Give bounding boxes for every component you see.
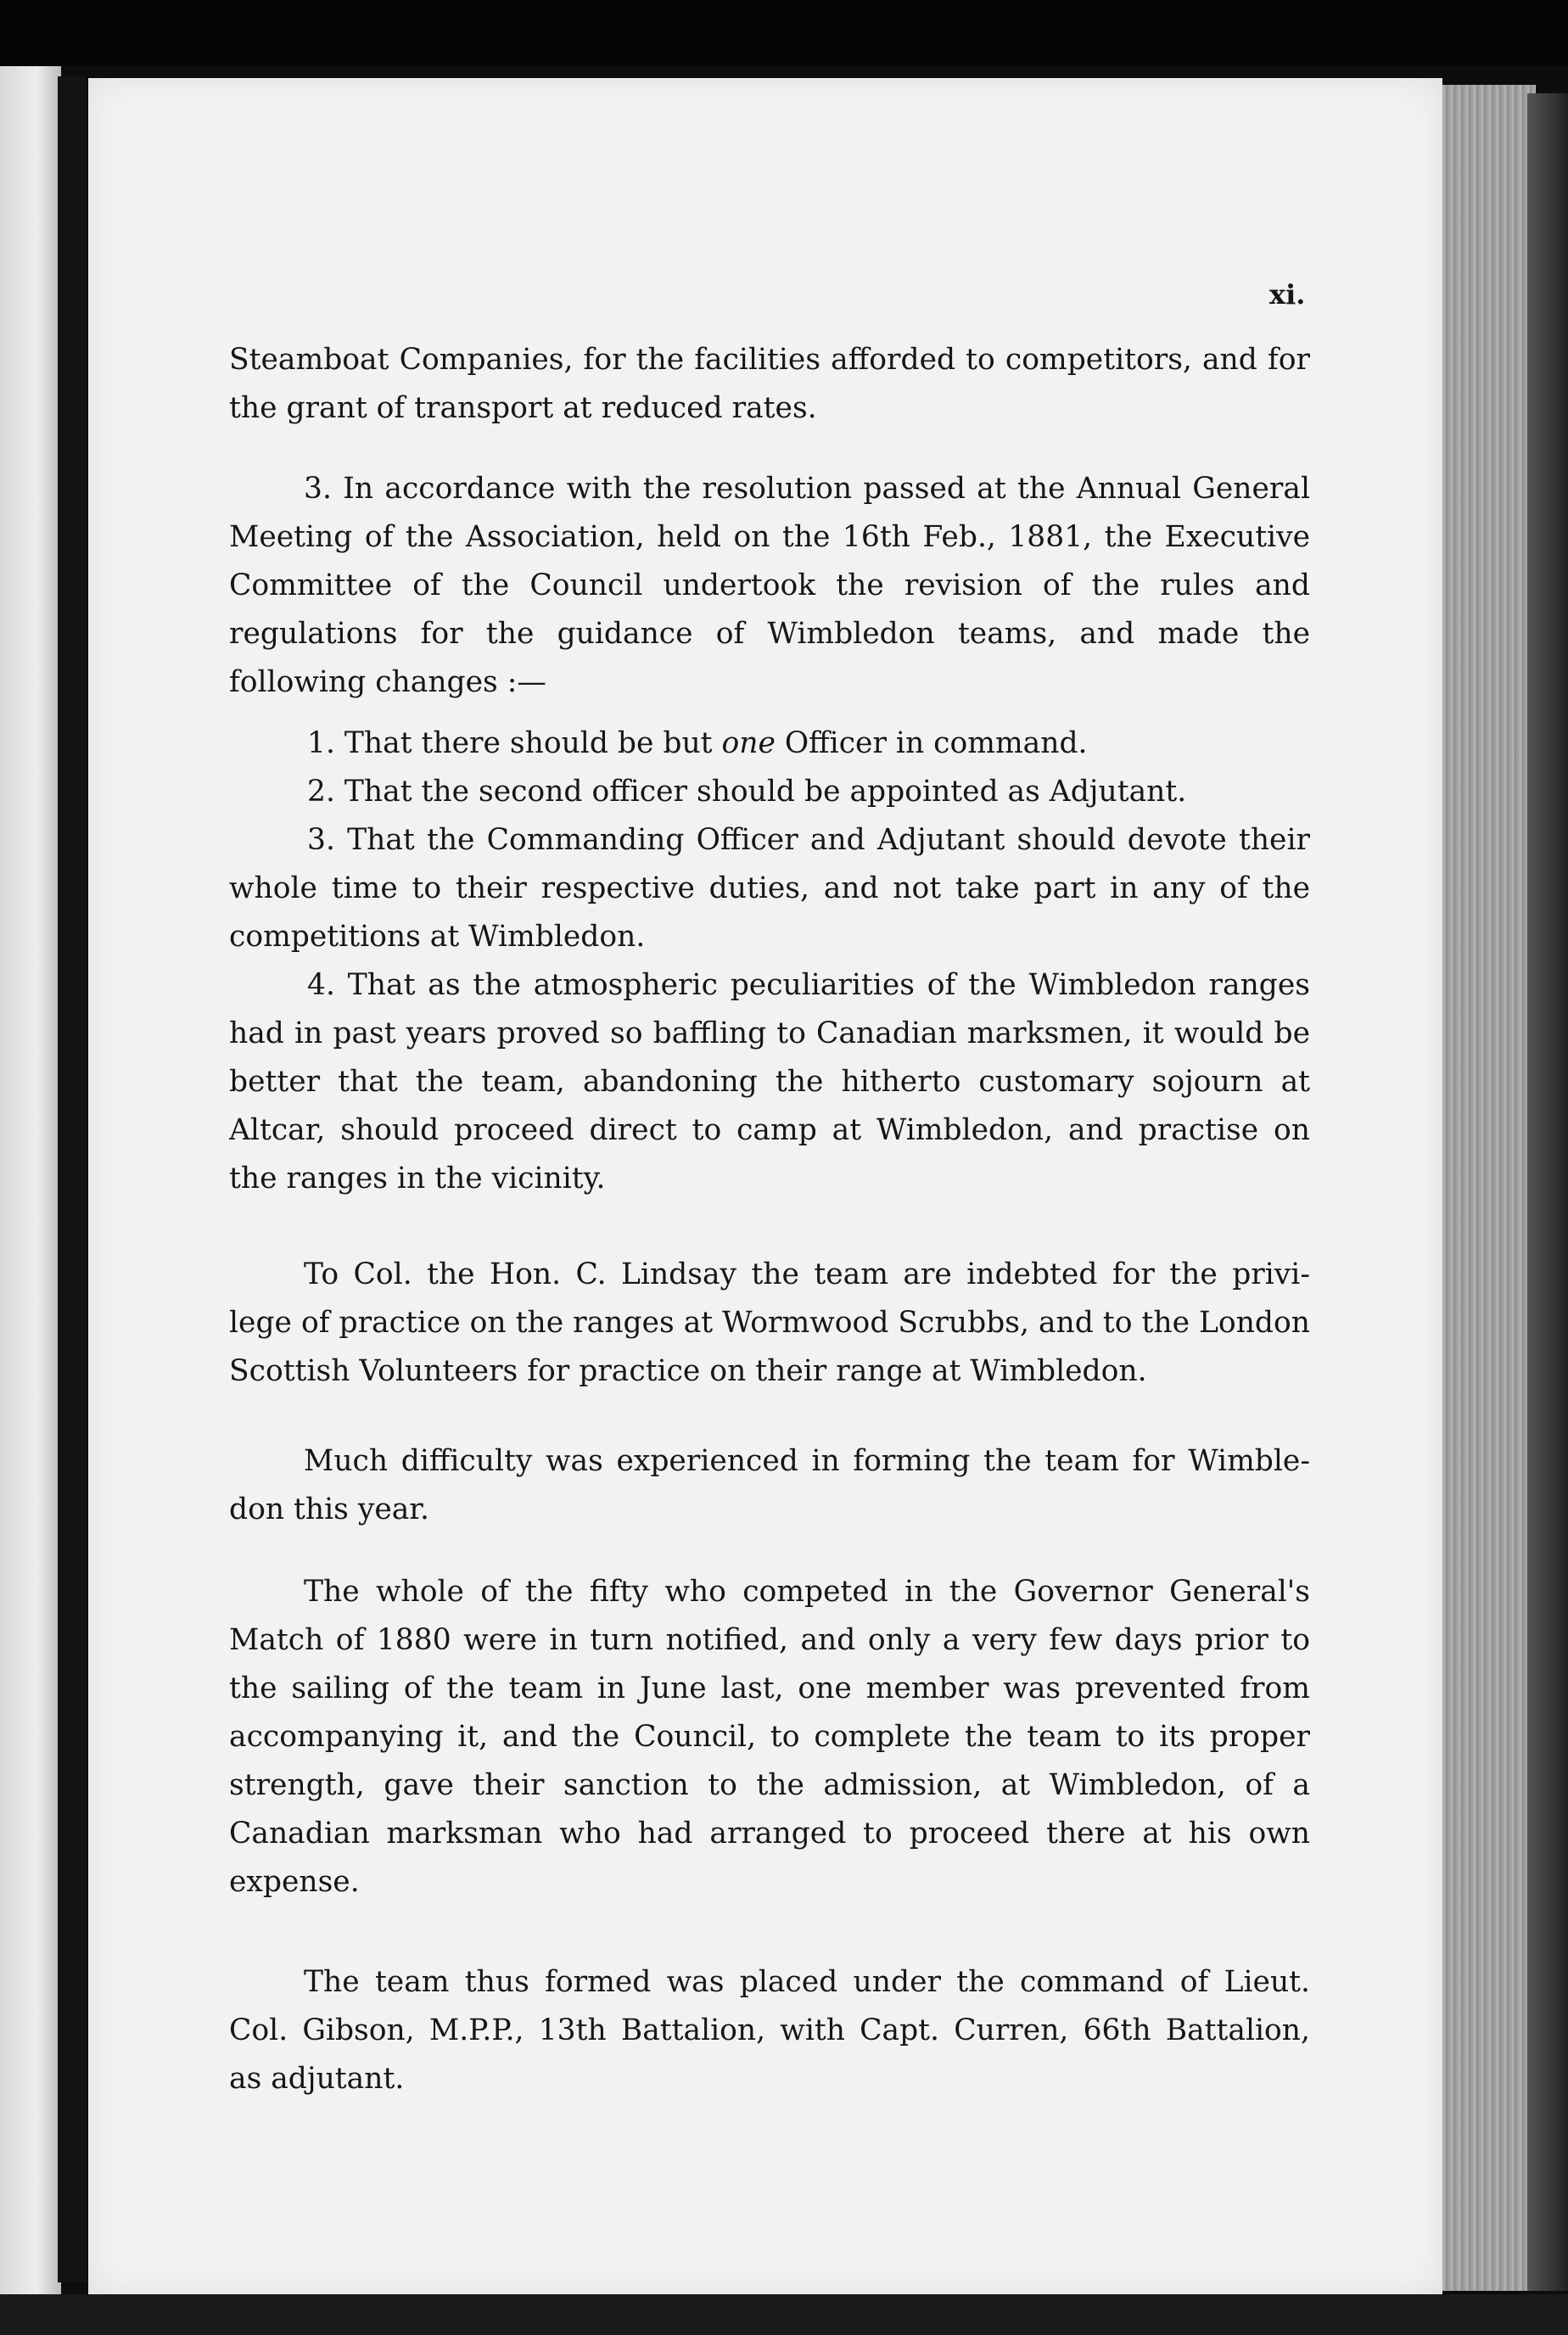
list-text: That as the atmospheric peculiarities of the Wimbledon ranges (347, 968, 1311, 1002)
paragraph-steamboat (229, 336, 1310, 433)
list-item-2 (229, 768, 1310, 816)
book-cover-edge (1527, 93, 1568, 2291)
list-text: That the second officer should be appointed as Adjutant. (344, 775, 1187, 809)
paragraph-difficulty (229, 1437, 1310, 1534)
list-item-4 (229, 961, 1310, 1010)
text-line: don this year. (229, 1492, 429, 1526)
changes-list (229, 720, 1310, 1203)
text-line: the ranges in the vicinity. (229, 1162, 606, 1195)
paragraph-resolution (229, 465, 1310, 707)
scan-bottom-border (0, 2294, 1568, 2335)
list-text: Officer in command. (775, 726, 1088, 760)
list-text: That there should be but (344, 726, 722, 760)
text-line: Meeting of the Association, held on the 16th Feb., 1881, the Executive (229, 520, 1310, 554)
text-line: had in past years proved so baffling to Canadian marksmen, it would be (229, 1016, 1310, 1050)
text-line: Committee of the Council undertook the revision of the rules and (229, 568, 1310, 602)
text-line: as adjutant. (229, 2062, 405, 2096)
text-line: The whole of the fifty who competed in the Governor General's (304, 1575, 1310, 1609)
text-line: better that the team, abandoning the hitherto customary sojourn at (229, 1065, 1310, 1099)
text-line: following changes :— (229, 665, 546, 699)
text-line: competitions at Wimbledon. (229, 920, 646, 954)
page-number: xi. (1269, 278, 1306, 311)
text-line: lege of practice on the ranges at Wormwood Scrubbs, and to the London (229, 1306, 1310, 1340)
text-line: 3. In accordance with the resolution passed at the Annual General (304, 472, 1310, 506)
text-line: the grant of transport at reduced rates. (229, 391, 817, 425)
text-line: accompanying it, and the Council, to complete the team to its proper (229, 1720, 1310, 1754)
list-item-1 (229, 720, 1310, 768)
list-item-3 (229, 816, 1310, 865)
text-line: Match of 1880 were in turn notified, and only a very few days prior to (229, 1623, 1310, 1657)
text-line: the sailing of the team in June last, one member was prevented from (229, 1671, 1310, 1705)
book-gutter (58, 76, 87, 2282)
facing-page-edge (0, 66, 61, 2306)
list-number: 4. (307, 968, 335, 1002)
list-text: That the Commanding Officer and Adjutant should devote their (347, 823, 1311, 857)
text-line: To Col. the Hon. C. Lindsay the team are indebted for the privi- (304, 1257, 1310, 1291)
paragraph-governor-general (229, 1568, 1310, 1907)
scan-top-border (0, 0, 1568, 66)
paragraph-command (229, 1958, 1310, 2103)
page-stack-edges (1434, 85, 1536, 2291)
text-line: Altcar, should proceed direct to camp at Wimbledon, and practise on (229, 1113, 1310, 1147)
list-number: 3. (307, 823, 335, 857)
text-line: Col. Gibson, M.P.P., 13th Battalion, with Capt. Curren, 66th Battalion, (229, 2013, 1310, 2047)
text-line: Steamboat Companies, for the facilities afforded to competitors, and for (229, 343, 1310, 377)
emphasis-one: one (721, 726, 776, 760)
list-number: 2. (307, 775, 335, 809)
text-line: whole time to their respective duties, and not take part in any of the (229, 871, 1310, 905)
paragraph-lindsay (229, 1251, 1310, 1396)
text-line: regulations for the guidance of Wimbledon teams, and made the (229, 617, 1310, 651)
text-line: The team thus formed was placed under the command of Lieut. (304, 1965, 1310, 1999)
text-line: expense. (229, 1865, 360, 1899)
text-line: strength, gave their sanction to the admission, at Wimbledon, of a (229, 1768, 1310, 1802)
text-line: Canadian marksman who had arranged to proceed there at his own (229, 1817, 1310, 1851)
text-line: Scottish Volunteers for practice on their range at Wimbledon. (229, 1354, 1147, 1388)
text-line: Much difficulty was experienced in forming the team for Wimble- (304, 1444, 1310, 1478)
list-number: 1. (307, 726, 335, 760)
